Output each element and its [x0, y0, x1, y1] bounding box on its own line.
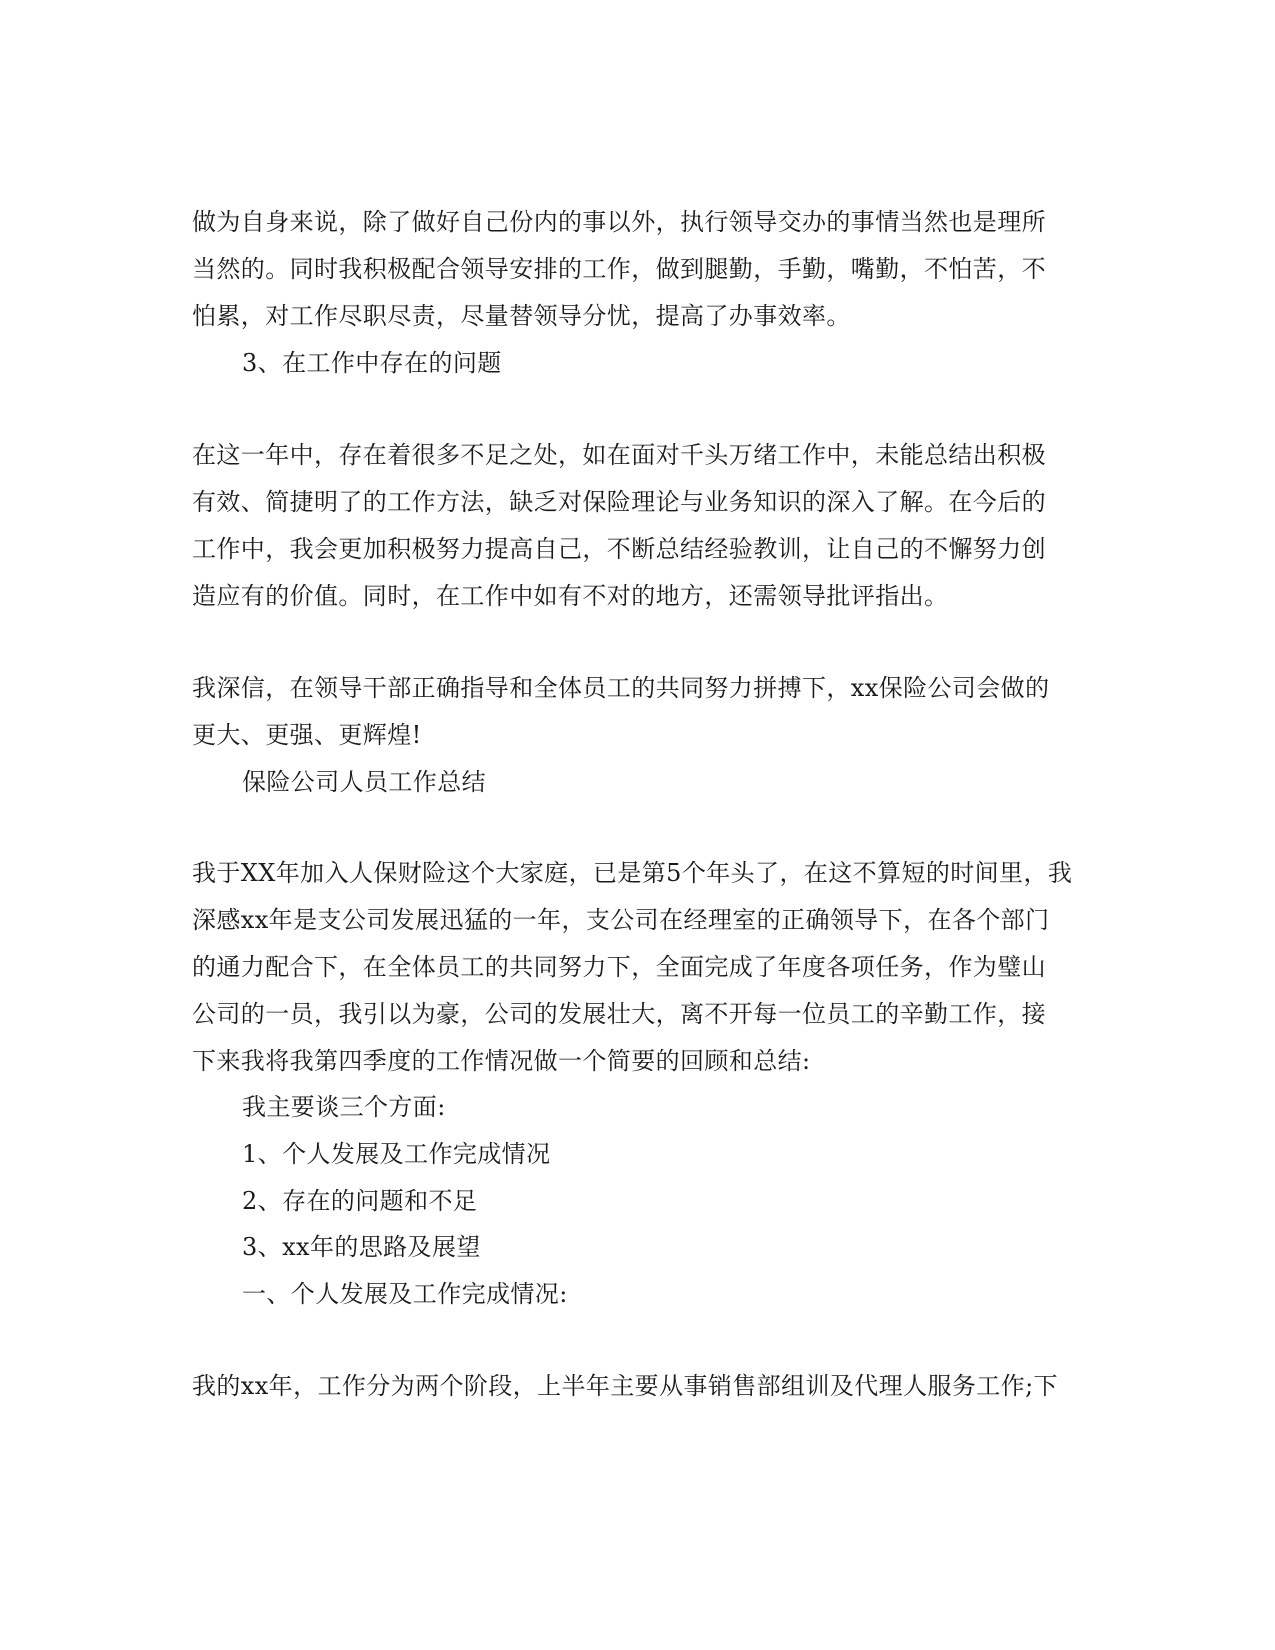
paragraph-2-line-2: 有效、简捷明了的工作方法，缺乏对保险理论与业务知识的深入了解。在今后的 [192, 488, 1046, 516]
topic-item: 2、存在的问题和不足 [242, 1187, 478, 1215]
topic-item: 1、个人发展及工作完成情况 [242, 1140, 551, 1168]
paragraph-4-line-5: 下来我将我第四季度的工作情况做一个简要的回顾和总结: [192, 1047, 811, 1075]
paragraph-4-line-4: 公司的一员，我引以为豪，公司的发展壮大，离不开每一位员工的辛勤工作，接 [192, 1000, 1046, 1028]
paragraph-3-line-2: 更大、更强、更辉煌! [192, 721, 422, 749]
paragraph-1-line-2: 当然的。同时我积极配合领导安排的工作，做到腿勤，手勤，嘴勤，不怕苦，不 [192, 255, 1046, 283]
paragraph-3-line-1: 我深信，在领导干部正确指导和全体员工的共同努力拼搏下，xx保险公司会做的 [192, 674, 1050, 702]
paragraph-5-line-1: 我的xx年，工作分为两个阶段，上半年主要从事销售部组训及代理人服务工作;下 [192, 1372, 1058, 1400]
heading-personal: 一、个人发展及工作完成情况: [242, 1280, 568, 1308]
heading-problems: 3、在工作中存在的问题 [242, 349, 502, 377]
paragraph-1-line-3: 怕累，对工作尽职尽责，尽量替领导分忧，提高了办事效率。 [192, 302, 851, 330]
paragraph-2-line-1: 在这一年中，存在着很多不足之处，如在面对千头万绪工作中，未能总结出积极 [192, 441, 1046, 469]
paragraph-2-line-3: 工作中，我会更加积极努力提高自己，不断总结经验教训，让自己的不懈努力创 [192, 535, 1046, 563]
section-title: 保险公司人员工作总结 [242, 768, 486, 796]
paragraph-2-line-4: 造应有的价值。同时，在工作中如有不对的地方，还需领导批评指出。 [192, 582, 949, 610]
paragraph-4-line-2: 深感xx年是支公司发展迅猛的一年，支公司在经理室的正确领导下，在各个部门 [192, 906, 1050, 934]
topics-intro: 我主要谈三个方面: [242, 1093, 446, 1121]
topic-item: 3、xx年的思路及展望 [242, 1233, 481, 1261]
paragraph-4-line-3: 的通力配合下，在全体员工的共同努力下，全面完成了年度各项任务，作为璧山 [192, 953, 1046, 981]
paragraph-1-line-1: 做为自身来说，除了做好自己份内的事以外，执行领导交办的事情当然也是理所 [192, 208, 1046, 236]
paragraph-4-line-1: 我于XX年加入人保财险这个大家庭，已是第5个年头了，在这不算短的时间里，我 [192, 859, 1073, 887]
